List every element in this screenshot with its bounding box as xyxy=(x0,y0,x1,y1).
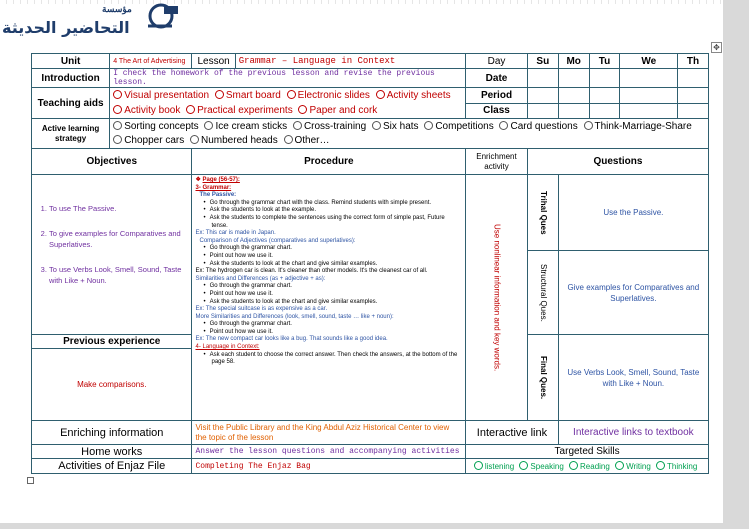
period-label: Period xyxy=(466,88,528,104)
logo xyxy=(2,2,182,42)
introduction-value[interactable]: I check the homework of the previous lesson and revise the previous lesson. xyxy=(110,69,466,88)
day-th: Th xyxy=(678,54,709,69)
objectives-list xyxy=(35,203,188,286)
radio-icon xyxy=(584,121,593,130)
strategy-option[interactable]: Competitions xyxy=(424,121,493,132)
logo-small-text: مؤسسة xyxy=(102,4,132,14)
date-cell-5[interactable] xyxy=(678,69,709,88)
radio-icon xyxy=(113,135,122,144)
radio-icon xyxy=(190,135,199,144)
strategy-option[interactable]: Sorting concepts xyxy=(113,121,199,132)
objective-item: 2. To give examples for Comparatives and Superlatives. xyxy=(49,228,188,250)
aid-option[interactable]: Visual presentation xyxy=(113,90,209,101)
previous-experience-label: Previous experience xyxy=(32,335,192,349)
previous-experience-value[interactable]: Make comparisons. xyxy=(32,349,192,421)
enriching-value[interactable]: Visit the Public Library and the King Abdul Aziz Historical Center to view the topic of the lesson xyxy=(192,421,466,445)
strategy-options xyxy=(110,119,709,149)
skills-options xyxy=(466,459,709,474)
period-cell-1[interactable] xyxy=(527,88,558,104)
radio-icon xyxy=(376,90,385,99)
strategy-option[interactable]: Ice cream sticks xyxy=(204,121,287,132)
strategy-option[interactable]: Card questions xyxy=(499,121,577,132)
radio-icon xyxy=(424,121,433,130)
enrichment-cell xyxy=(466,175,528,421)
period-cell-3[interactable] xyxy=(589,88,620,104)
enrichment-header: Enrichment activity xyxy=(466,149,528,175)
class-cell-5[interactable] xyxy=(678,103,709,119)
procedure-cell xyxy=(192,175,466,421)
skill-option[interactable]: Reading xyxy=(569,462,610,471)
class-label: Class xyxy=(466,103,528,119)
strategy-option[interactable]: Chopper cars xyxy=(113,135,184,146)
radio-icon xyxy=(519,461,528,470)
question-text: Use the Passive. xyxy=(558,175,708,251)
class-cell-2[interactable] xyxy=(558,103,589,119)
period-cell-2[interactable] xyxy=(558,88,589,104)
enrichment-text: Use nonlinear information and key words. xyxy=(492,223,502,372)
strategy-option[interactable]: Other… xyxy=(284,135,330,146)
procedure-text: ❖ Page (56-57): 3- Grammar: The Passive: • Go through the grammar chart with the class. Remind students with simple present. • Ask the students to look at the example. • Ask the students to complete the sentences using the correct form of simple past, Future tense. Ex: This car is made in Japan. Comparison of Adjectives (comparatives and superlatives): • Go through the grammar chart. • Point out how we use it. • Ask the students to look at the chart and give similar examples. Ex: The hydrogen car is clean. It's cleaner than other models. It's the cleanest car of all. Similarities and Differences (as + adjective + as): • Go through the grammar chart. • Point out how we use it. • Ask the students to look at the chart and give similar examples. Ex: The special suitcase is as expensive as a car. More Similarities and Differences (look, smell, sound, taste … like + noun): • Go through the grammar chart. • Point out how we use it. Ex: The new compact car looks like a bug. That sounds like a good idea. 4- Language in Context: • Ask each student to choose the correct answer. Then check the answers, at the bottom of the page 58. xyxy=(195,177,462,367)
radio-icon xyxy=(615,461,624,470)
period-cell-5[interactable] xyxy=(678,88,709,104)
home-works-value[interactable]: Answer the lesson questions and accompanying activities xyxy=(192,445,466,459)
enjaz-value[interactable]: Completing The Enjaz Bag xyxy=(192,459,466,474)
skill-option[interactable]: Speaking xyxy=(519,462,563,471)
question-text: Give examples for Comparatives and Superlatives. xyxy=(558,251,708,335)
aid-option[interactable]: Paper and cork xyxy=(298,105,377,116)
procedure-header: Procedure xyxy=(192,149,466,175)
table-resize-handle-icon[interactable] xyxy=(27,477,34,484)
home-works-label: Home works xyxy=(32,445,192,459)
day-su: Su xyxy=(527,54,558,69)
radio-icon xyxy=(499,121,508,130)
objectives-header: Objectives xyxy=(32,149,192,175)
radio-icon xyxy=(293,121,302,130)
bottom-gutter xyxy=(0,523,749,529)
scroll-gutter xyxy=(723,0,749,529)
question-type-cell: Trihal Ques xyxy=(527,175,558,251)
class-cell-1[interactable] xyxy=(527,103,558,119)
logo-mark-icon xyxy=(142,2,180,32)
enriching-label: Enriching information xyxy=(32,421,192,445)
teaching-aids-options xyxy=(110,88,466,119)
question-type-cell: Structural Ques. xyxy=(527,251,558,335)
radio-icon xyxy=(113,90,122,99)
aid-option[interactable]: Activity book xyxy=(113,105,180,116)
objective-item: 1. To use The Passive. xyxy=(49,203,188,214)
strategy-option[interactable]: Cross-training xyxy=(293,121,366,132)
radio-icon xyxy=(656,461,665,470)
radio-icon xyxy=(287,90,296,99)
class-cell-4[interactable] xyxy=(620,103,678,119)
aid-option[interactable]: Practical experiments xyxy=(186,105,293,116)
radio-icon xyxy=(284,135,293,144)
radio-icon xyxy=(215,90,224,99)
skill-option[interactable]: listening xyxy=(474,462,514,471)
date-cell-1[interactable] xyxy=(527,69,558,88)
skill-option[interactable]: Writing xyxy=(615,462,651,471)
date-label: Date xyxy=(466,69,528,88)
introduction-label: Introduction xyxy=(32,69,110,88)
interactive-link-label: Interactive link xyxy=(466,421,559,445)
lesson-value[interactable]: Grammar – Language in Context xyxy=(235,54,465,69)
aid-option[interactable]: Electronic slides xyxy=(287,90,370,101)
radio-icon xyxy=(204,121,213,130)
radio-icon xyxy=(474,461,483,470)
unit-value[interactable]: 4 The Art of Advertising xyxy=(110,54,192,69)
date-cell-3[interactable] xyxy=(589,69,620,88)
radio-icon xyxy=(298,105,307,114)
questions-header: Questions xyxy=(527,149,708,175)
strategy-label: Active learning strategy xyxy=(32,119,110,149)
aid-option[interactable]: Smart board xyxy=(215,90,281,101)
day-tu: Tu xyxy=(589,54,620,69)
skill-option[interactable]: Thinking xyxy=(656,462,697,471)
question-text: Use Verbs Look, Smell, Sound, Taste with Like + Noun. xyxy=(558,335,708,421)
radio-icon xyxy=(372,121,381,130)
lesson-label: Lesson xyxy=(192,54,235,69)
table-move-handle-icon[interactable]: ✥ xyxy=(711,42,722,53)
interactive-link-value[interactable]: Interactive links to textbook xyxy=(558,421,708,445)
day-label: Day xyxy=(466,54,528,69)
teaching-aids-label: Teaching aids xyxy=(32,88,110,119)
radio-icon xyxy=(113,105,122,114)
unit-label: Unit xyxy=(32,54,110,69)
strategy-option[interactable]: Think-Marriage-Share xyxy=(584,121,692,132)
period-cell-4[interactable] xyxy=(620,88,678,104)
enjaz-label: Activities of Enjaz File xyxy=(32,459,192,474)
strategy-option[interactable]: Numbered heads xyxy=(190,135,278,146)
day-we: We xyxy=(620,54,678,69)
objective-item: 3. To use Verbs Look, Smell, Sound, Taste with Like + Noun. xyxy=(49,264,188,286)
radio-icon xyxy=(569,461,578,470)
class-cell-3[interactable] xyxy=(589,103,620,119)
date-cell-2[interactable] xyxy=(558,69,589,88)
objectives-cell xyxy=(32,175,192,335)
radio-icon xyxy=(186,105,195,114)
date-cell-4[interactable] xyxy=(620,69,678,88)
day-mo: Mo xyxy=(558,54,589,69)
radio-icon xyxy=(113,121,122,130)
aid-option[interactable]: Activity sheets xyxy=(376,90,451,101)
lesson-plan-table xyxy=(31,53,709,474)
strategy-option[interactable]: Six hats xyxy=(372,121,419,132)
targeted-skills-label: Targeted Skills xyxy=(466,445,709,459)
logo-text: التحاضير الحديثة xyxy=(2,18,130,37)
question-type-cell: Final Ques. xyxy=(527,335,558,421)
